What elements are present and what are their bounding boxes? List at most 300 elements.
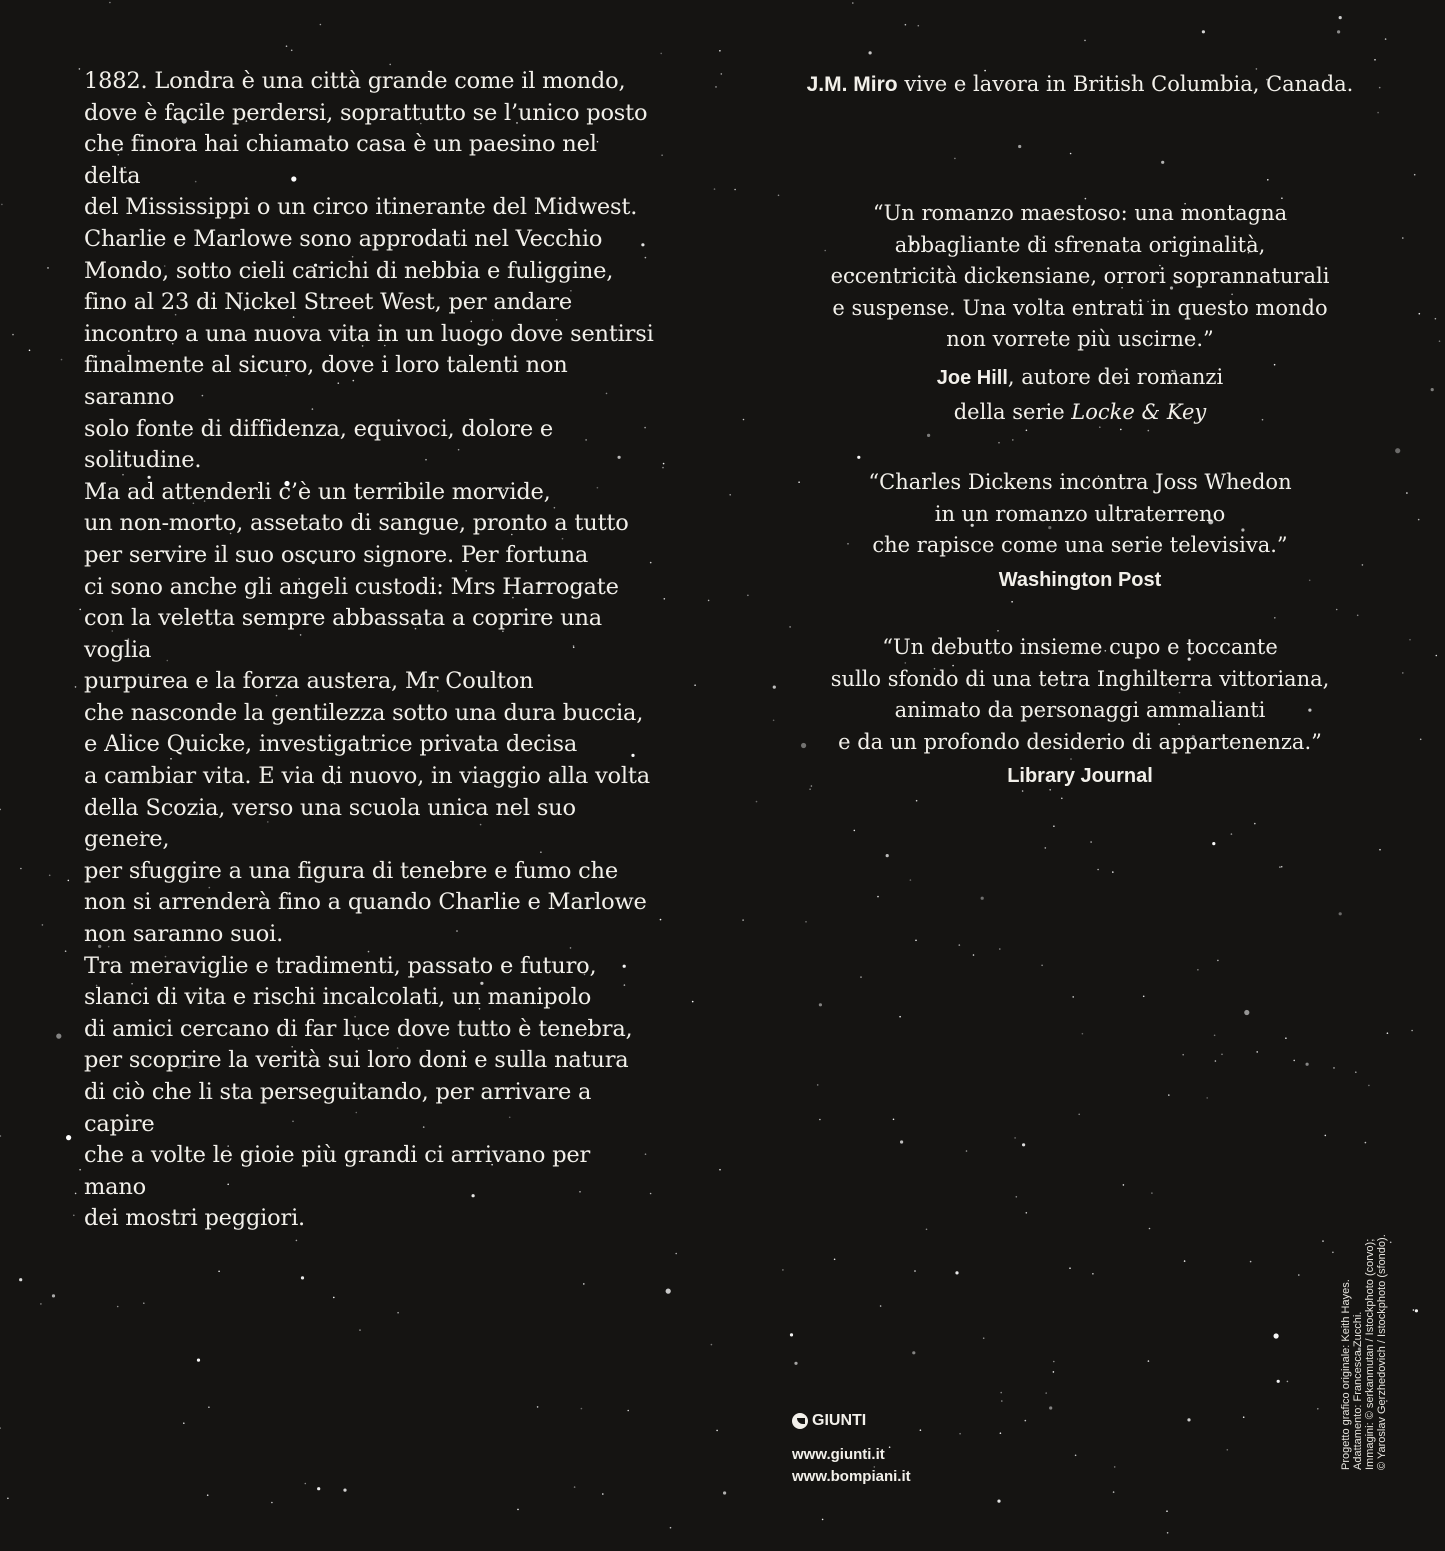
star — [778, 195, 780, 197]
star — [899, 1016, 901, 1018]
quote-line: che rapisce come una serie televisiva.” — [872, 533, 1288, 557]
star — [1151, 1192, 1153, 1194]
star — [286, 45, 288, 47]
quote-line: “Un romanzo maestoso: una montagna — [872, 201, 1288, 225]
star — [1123, 1184, 1125, 1186]
quote-line: “Un debutto insieme cupo e toccante — [882, 635, 1278, 659]
star — [1325, 1135, 1327, 1137]
star — [1337, 30, 1340, 33]
author-bio-text: vive e lavora in British Columbia, Canada. — [897, 72, 1354, 96]
star — [886, 854, 889, 857]
synopsis-line: Charlie e Marlowe sono approdati nel Vecchio — [84, 225, 603, 252]
star — [1420, 739, 1422, 741]
star — [1277, 1380, 1280, 1383]
star — [869, 51, 872, 54]
star — [602, 1493, 604, 1495]
star — [47, 267, 49, 269]
star — [75, 1193, 77, 1195]
star — [1409, 639, 1411, 641]
star — [715, 86, 717, 88]
star — [296, 1240, 298, 1242]
star — [1374, 59, 1376, 61]
star — [675, 1253, 677, 1255]
star — [1333, 1067, 1335, 1069]
star — [1069, 1267, 1071, 1269]
star — [694, 684, 696, 686]
synopsis-line: dove è facile perdersi, soprattutto se l’unico posto — [84, 99, 648, 126]
star — [1336, 609, 1338, 611]
author-bio — [760, 72, 1400, 97]
star — [983, 1337, 985, 1339]
star — [1167, 1532, 1169, 1534]
star — [7, 1498, 9, 1500]
quote-line: sullo sfondo di una tetra Inghilterra vittoriana, — [830, 666, 1330, 691]
star — [581, 1408, 583, 1410]
star — [714, 188, 716, 190]
star — [317, 1487, 320, 1490]
star — [747, 595, 749, 597]
star — [1025, 1420, 1027, 1422]
star — [955, 1271, 958, 1274]
star — [711, 1344, 713, 1346]
star — [692, 1001, 694, 1003]
star — [143, 1302, 145, 1304]
star — [916, 800, 918, 802]
star — [301, 1276, 304, 1279]
synopsis-line: 1882. Londra è una città grande come il mondo, — [84, 68, 626, 94]
star — [910, 879, 912, 881]
quote-line: eccentricità dickensiane, orrori soprannaturali — [830, 264, 1330, 288]
star — [756, 801, 758, 803]
star — [0, 1135, 1, 1137]
star — [1149, 1228, 1151, 1230]
star — [1113, 1491, 1115, 1493]
credit-line: © Yaroslav Gerzhedovich / Istockphoto (sfondo). — [1376, 1234, 1388, 1470]
star — [670, 1527, 672, 1529]
star — [1415, 1309, 1418, 1312]
star — [1212, 842, 1215, 845]
star — [981, 897, 984, 900]
star — [1168, 1094, 1170, 1096]
star — [1217, 960, 1219, 962]
star — [1011, 601, 1013, 603]
star — [305, 1483, 307, 1485]
star — [822, 1519, 824, 1521]
star — [1419, 313, 1421, 315]
star — [1250, 1261, 1252, 1263]
star — [73, 1215, 75, 1217]
star — [218, 1271, 220, 1273]
quote-line: non vorrete più uscirne.” — [946, 327, 1214, 351]
star — [12, 334, 14, 336]
star — [40, 1303, 42, 1305]
star — [1357, 615, 1359, 617]
quote-attribution — [760, 360, 1400, 395]
star — [1072, 996, 1074, 998]
attribution-detail: , autore dei romanzi — [1007, 364, 1224, 389]
star — [817, 1084, 819, 1086]
star — [1402, 237, 1404, 239]
star — [1379, 849, 1381, 851]
synopsis-line: ci sono anche gli angeli custodi: Mrs Harrogate — [84, 573, 619, 600]
star — [1256, 68, 1258, 70]
star — [207, 1494, 209, 1496]
star — [1000, 1432, 1002, 1434]
star — [1435, 318, 1437, 320]
star — [291, 50, 293, 52]
star — [920, 1429, 922, 1431]
star — [661, 154, 663, 156]
star — [926, 1229, 928, 1231]
synopsis-line: che a volte le gioie più grandi ci arrivano per mano — [84, 1142, 591, 1200]
star — [708, 600, 710, 602]
synopsis-text — [84, 66, 654, 1235]
synopsis-line: a cambiar vita. E via di nuovo, in viaggio alla volta — [84, 763, 650, 790]
star — [860, 976, 862, 978]
star — [1161, 161, 1164, 164]
star — [1075, 1455, 1077, 1457]
star — [1061, 798, 1063, 800]
star — [1012, 439, 1014, 441]
star — [915, 940, 917, 942]
star — [1053, 1361, 1055, 1363]
star — [954, 158, 956, 160]
star — [1339, 16, 1342, 19]
star — [1365, 1142, 1367, 1144]
star — [852, 2, 854, 4]
star — [1022, 1143, 1025, 1146]
star — [1016, 1196, 1018, 1198]
star — [208, 1406, 210, 1408]
star — [900, 1140, 903, 1143]
star — [1221, 1054, 1223, 1056]
star — [660, 53, 662, 55]
star — [1244, 1010, 1249, 1015]
star — [1041, 965, 1043, 967]
star — [1187, 1418, 1190, 1421]
star — [1045, 847, 1047, 849]
quote-attribution — [760, 758, 1400, 793]
synopsis-line: che nasconde la gentilezza sotto una dura buccia, — [84, 699, 644, 726]
star — [1053, 1371, 1055, 1373]
star — [1090, 841, 1092, 843]
synopsis-line: un non-morto, assetato di sangue, pronto a tutto — [84, 510, 629, 537]
star — [666, 1289, 671, 1294]
star — [19, 1278, 22, 1281]
synopsis-line: Mondo, sotto cieli carichi di nebbia e fuliggine, — [84, 257, 614, 284]
synopsis-line: solo fonte di diffidenza, equivoci, dolore e solitudine. — [84, 415, 554, 474]
star — [880, 1305, 882, 1307]
star — [819, 1119, 821, 1121]
star — [1414, 174, 1416, 176]
synopsis-line: del Mississippi o un circo itinerante del Midwest. — [84, 194, 638, 221]
publisher-link-bompiani[interactable]: www.bompiani.it — [792, 1468, 911, 1485]
star — [1285, 1037, 1287, 1039]
star — [719, 1169, 721, 1171]
star — [918, 25, 920, 27]
star — [397, 1312, 399, 1314]
star — [574, 1486, 576, 1488]
star — [912, 1351, 915, 1354]
quote-line: “Charles Dickens incontra Joss Whedon — [868, 470, 1292, 494]
star — [79, 68, 81, 70]
synopsis-line: di amici cercano di far luce dove tutto è tenebra, — [84, 1015, 633, 1042]
star — [49, 875, 51, 877]
star — [271, 1502, 273, 1504]
star — [1215, 1060, 1217, 1062]
star — [1317, 1408, 1319, 1410]
star — [117, 1306, 119, 1308]
publisher-block — [792, 1410, 911, 1488]
star — [537, 1406, 539, 1408]
star — [998, 442, 1000, 444]
star — [65, 950, 67, 952]
giunti-logo — [792, 1410, 911, 1432]
star — [1206, 1097, 1208, 1099]
star — [1411, 1030, 1413, 1032]
star — [1355, 1071, 1357, 1073]
star — [1413, 1309, 1415, 1311]
star — [1274, 617, 1276, 619]
credit-line: Progetto grafico originale: Keith Hayes. — [1340, 1279, 1352, 1470]
star — [1279, 866, 1281, 868]
star — [1406, 492, 1408, 494]
star — [999, 948, 1001, 950]
star — [1053, 825, 1055, 827]
giunti-logo-icon — [792, 1413, 808, 1429]
star — [1092, 1273, 1094, 1275]
star — [1390, 1242, 1392, 1244]
star — [819, 1003, 822, 1006]
star — [389, 64, 391, 66]
star — [716, 1430, 718, 1432]
star — [1026, 1212, 1028, 1214]
synopsis-line: di ciò che li sta perseguitando, per arrivare a capire — [84, 1079, 592, 1137]
star — [742, 919, 744, 921]
star — [1018, 145, 1021, 148]
star — [20, 868, 22, 870]
review-quote-2 — [760, 467, 1400, 597]
synopsis-line: e Alice Quicke, investigatrice privata decisa — [84, 731, 578, 758]
star — [1049, 1406, 1052, 1409]
synopsis-line: per scoprire la verità sui loro doni e sulla natura — [84, 1047, 629, 1074]
quote-line: e da un profondo desiderio di appartenenza.” — [838, 729, 1322, 754]
star — [1112, 871, 1114, 873]
star — [583, 1283, 585, 1285]
star — [1231, 833, 1233, 835]
star — [721, 73, 723, 75]
star — [1287, 1381, 1289, 1383]
star — [343, 1489, 346, 1492]
star — [1332, 1252, 1334, 1254]
synopsis-line: incontro a una nuova vita in un luogo dove sentirsi — [84, 320, 654, 347]
star — [1298, 1274, 1300, 1276]
star — [893, 1119, 895, 1121]
publisher-link-giunti[interactable]: www.giunti.it — [792, 1446, 885, 1463]
star — [1387, 1032, 1389, 1034]
star — [877, 896, 879, 898]
star — [79, 609, 81, 611]
star — [1306, 1063, 1309, 1066]
star — [663, 463, 665, 465]
star — [1281, 866, 1283, 868]
star — [183, 1422, 185, 1424]
star — [66, 1135, 71, 1140]
star — [0, 809, 1, 811]
star — [1395, 448, 1400, 453]
star — [723, 1491, 726, 1494]
star — [1045, 1392, 1047, 1394]
star — [794, 1362, 797, 1365]
star — [734, 189, 736, 191]
quote-attribution — [760, 562, 1400, 597]
star — [1120, 429, 1122, 431]
quote-attribution-line2 — [760, 395, 1400, 429]
star — [834, 1259, 836, 1261]
star — [1143, 996, 1145, 998]
attribution-name: Library Journal — [1007, 765, 1153, 787]
star — [0, 1427, 1, 1429]
star — [1197, 969, 1199, 971]
star — [29, 350, 31, 352]
quote-line: abbagliante di sfrenata originalità, — [894, 232, 1266, 257]
star — [1293, 1060, 1295, 1062]
image-credits — [1340, 1210, 1388, 1470]
star — [1082, 1033, 1084, 1035]
attribution-name: Joe Hill — [936, 366, 1008, 389]
star — [719, 50, 721, 52]
star — [1070, 153, 1072, 155]
quote-line: animato da personaggi ammalianti — [894, 698, 1266, 722]
star — [1166, 1510, 1168, 1512]
star — [1001, 1400, 1003, 1402]
star — [56, 1034, 61, 1039]
star — [79, 1169, 81, 1171]
star — [1385, 38, 1387, 40]
star — [959, 944, 961, 946]
synopsis-line: con la veletta sempre abbassata a coprire una voglia — [84, 605, 603, 663]
star — [1267, 179, 1269, 181]
synopsis-line: non si arrenderà fino a quando Charlie e Marlowe — [84, 889, 647, 916]
star — [359, 1329, 361, 1331]
attribution-series-prefix: della serie — [953, 399, 1072, 424]
star — [1256, 1051, 1258, 1053]
star — [1184, 1260, 1186, 1262]
star — [1078, 1114, 1080, 1116]
star — [1377, 112, 1379, 114]
star — [1402, 672, 1404, 674]
synopsis-line: per sfuggire a una figura di tenebre e fumo che — [84, 857, 618, 884]
synopsis-line: fino al 23 di Nickel Street West, per andare — [84, 289, 572, 316]
star — [333, 1297, 335, 1299]
synopsis-line: che finora hai chiamato casa è un paesino nel delta — [84, 131, 597, 189]
star — [1084, 40, 1086, 42]
synopsis-line: della Scozia, verso una scuola unica nel suo genere, — [84, 794, 576, 853]
star — [1418, 519, 1420, 521]
star — [1227, 1449, 1229, 1451]
star — [1243, 1416, 1245, 1418]
star — [1431, 388, 1434, 391]
star — [1000, 1392, 1002, 1394]
star — [729, 494, 731, 496]
giunti-logo-text: GIUNTI — [812, 1412, 867, 1429]
star — [997, 1500, 1000, 1503]
star — [805, 921, 807, 923]
star — [959, 1433, 961, 1435]
synopsis-line: non saranno suoi. — [84, 921, 284, 948]
star — [68, 880, 70, 882]
star — [660, 919, 662, 921]
synopsis-line: purpurea e la forza austera, Mr Coulton — [84, 668, 534, 695]
star — [1097, 869, 1099, 871]
star — [1339, 912, 1342, 915]
star — [1202, 30, 1205, 33]
attribution-series-title: Locke & Key — [1071, 399, 1207, 424]
star — [790, 1333, 793, 1336]
synopsis-line: per servire il suo oscuro signore. Per fortuna — [84, 541, 589, 568]
review-quote-1 — [760, 198, 1400, 429]
synopsis-line: finalmente al sicuro, dove i loro talenti non saranno — [84, 352, 568, 410]
star — [857, 456, 860, 459]
star — [517, 1509, 519, 1511]
star — [914, 1270, 916, 1272]
star — [966, 1150, 968, 1152]
star — [61, 359, 63, 361]
star — [109, 2, 111, 4]
star — [1182, 1054, 1184, 1056]
star — [1274, 1333, 1279, 1338]
synopsis-line: dei mostri peggiori. — [84, 1205, 306, 1232]
star — [1148, 430, 1150, 432]
star — [627, 1410, 629, 1412]
star — [743, 419, 745, 421]
star — [1254, 823, 1256, 825]
synopsis-line: Ma ad attenderli c’è un terribile morvide, — [84, 478, 551, 505]
attribution-name: Washington Post — [998, 568, 1162, 591]
star — [1439, 340, 1441, 342]
star — [664, 598, 666, 600]
star — [662, 467, 664, 469]
star — [905, 24, 907, 26]
quote-line: e suspense. Una volta entrati in questo mondo — [832, 295, 1328, 320]
review-quote-3 — [760, 632, 1400, 793]
star — [1368, 1085, 1370, 1087]
synopsis-line: slanci di vita e rischi incalcolati, un manipolo — [84, 984, 592, 1011]
star — [854, 830, 856, 832]
star — [1322, 1240, 1324, 1242]
star — [1114, 1466, 1116, 1468]
synopsis-line: Tra meraviglie e tradimenti, passato e futuro, — [84, 952, 597, 979]
star — [42, 924, 44, 926]
star — [320, 24, 322, 26]
star — [52, 1294, 55, 1297]
star — [782, 1269, 784, 1271]
star — [197, 1359, 200, 1362]
star — [973, 954, 975, 956]
quote-line: in un romanzo ultraterreno — [934, 501, 1226, 526]
author-name: J.M. Miro — [806, 73, 898, 96]
star — [1026, 430, 1028, 432]
star — [1436, 655, 1438, 657]
credit-line: Immagini: © serkanmutan / Istockphoto (corvo); — [1364, 1238, 1376, 1470]
star — [1014, 1137, 1016, 1139]
star — [1214, 1035, 1216, 1037]
star — [1, 204, 3, 206]
star — [789, 626, 791, 628]
star — [927, 434, 930, 437]
star — [1148, 1360, 1150, 1362]
star — [75, 686, 77, 688]
